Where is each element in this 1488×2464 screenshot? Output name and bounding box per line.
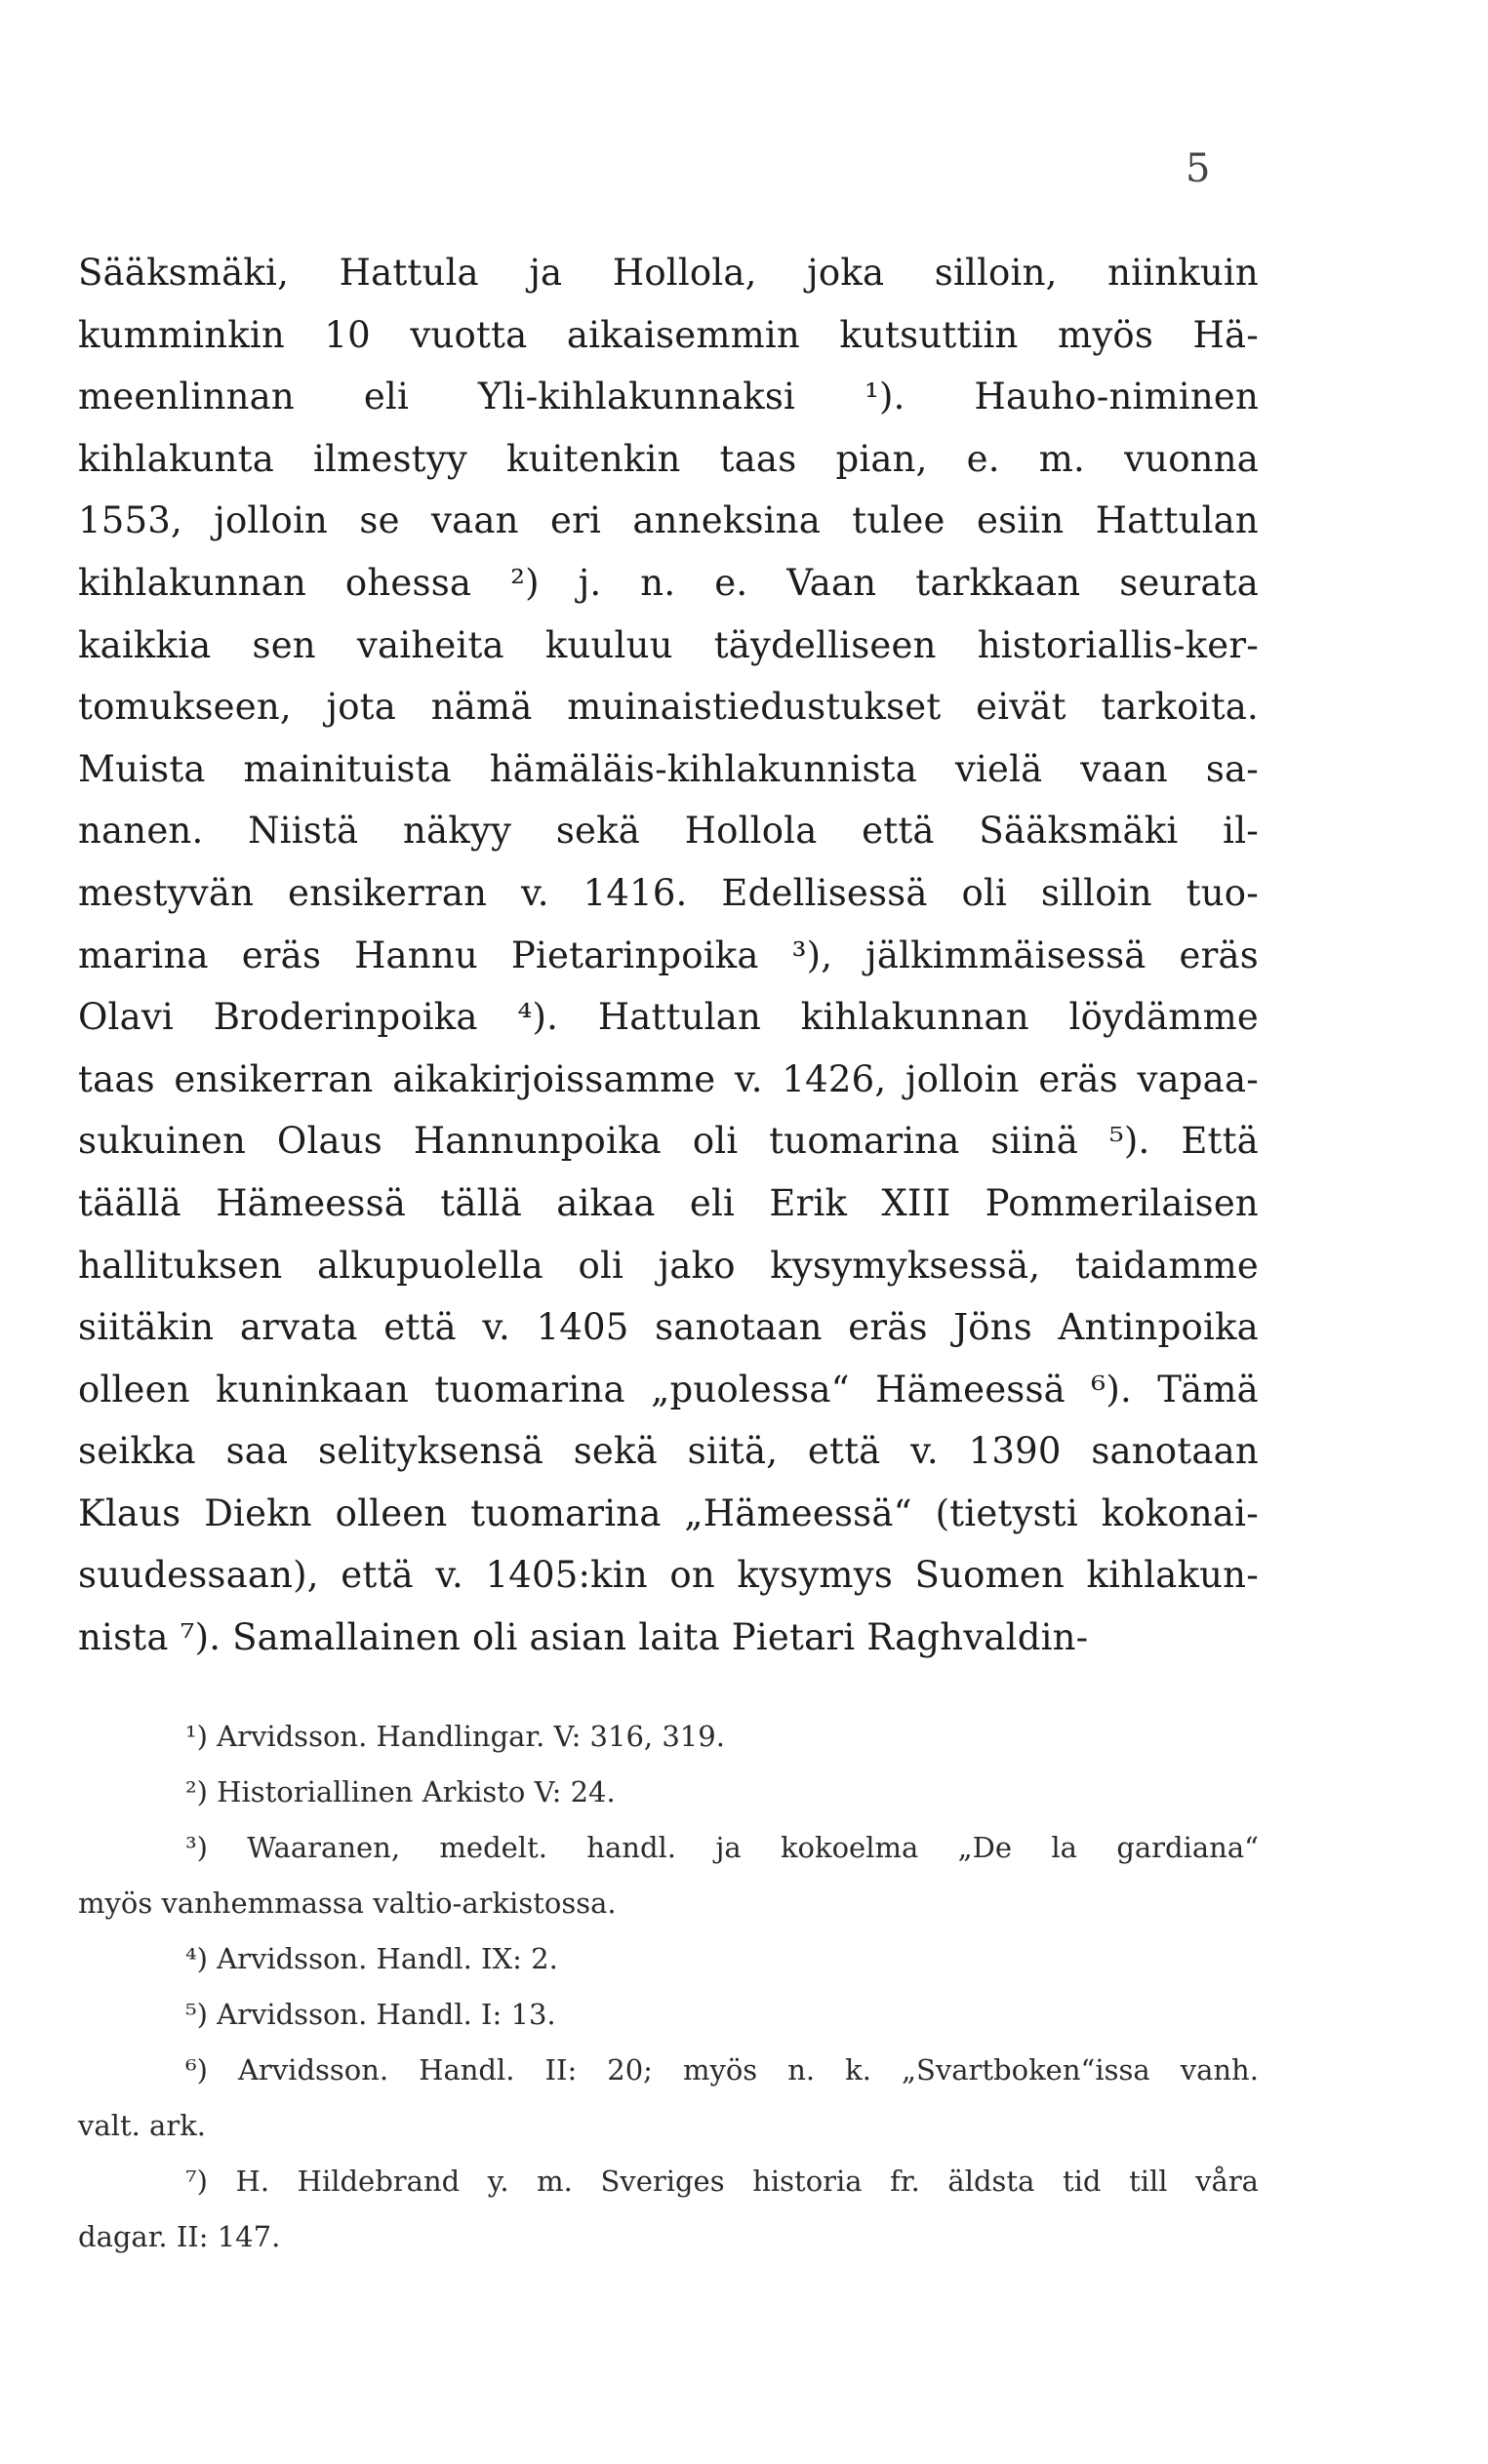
page-number: 5 [1186, 146, 1211, 191]
body-line: tomukseen, jota nämä muinaistiedustukset eivät tarkoita. [78, 686, 1259, 729]
body-line: Muista mainituista hämäläis-kihlakunnista vielä vaan sa- [78, 747, 1259, 790]
body-line: kihlakunta ilmestyy kuitenkin taas pian, e. m. vuonna [78, 437, 1259, 480]
footnote-7: ⁷) H. Hildebrand y. m. Sveriges historia fr. äldsta tid till våra [185, 2165, 1259, 2198]
body-line: kumminkin 10 vuotta aikaisemmin kutsuttiin myös Hä- [78, 313, 1259, 356]
body-line: nista ⁷). Samallainen oli asian laita Pietari Raghvaldin- [78, 1616, 1089, 1659]
body-line: Klaus Diekn olleen tuomarina „Hämeessä“ (tietysti kokonai- [78, 1491, 1259, 1534]
body-line: täällä Hämeessä tällä aikaa eli Erik XIII Pommerilaisen [78, 1181, 1259, 1224]
footnote-6-continued: valt. ark. [78, 2109, 206, 2142]
body-line: taas ensikerran aikakirjoissamme v. 1426, jolloin eräs vapaa- [78, 1057, 1259, 1100]
body-line: mestyvän ensikerran v. 1416. Edellisessä oli silloin tuo- [78, 871, 1259, 914]
body-line: suudessaan), että v. 1405:kin on kysymys Suomen kihlakun- [78, 1554, 1259, 1597]
body-line: kaikkia sen vaiheita kuuluu täydelliseen historiallis-ker- [78, 623, 1259, 666]
footnote-6: ⁶) Arvidsson. Handl. II: 20; myös n. k. „Svartboken“issa vanh. [185, 2053, 1259, 2086]
footnote-4: ⁴) Arvidsson. Handl. IX: 2. [185, 1942, 558, 1975]
footnote-3: ³) Waaranen, medelt. handl. ja kokoelma „De la gardiana“ [185, 1831, 1259, 1864]
body-line: seikka saa selityksensä sekä siitä, että v. 1390 sanotaan [78, 1430, 1259, 1473]
body-line: nanen. Niistä näkyy sekä Hollola että Sääksmäki il- [78, 810, 1259, 853]
body-line: olleen kuninkaan tuomarina „puolessa“ Hämeessä ⁶). Tämä [78, 1368, 1259, 1411]
body-line: 1553, jolloin se vaan eri anneksina tulee esiin Hattulan [78, 499, 1259, 542]
body-line: sukuinen Olaus Hannunpoika oli tuomarina siinä ⁵). Että [78, 1120, 1259, 1163]
body-text [78, 242, 1259, 1669]
body-line: Sääksmäki, Hattula ja Hollola, joka silloin, niinkuin [78, 252, 1259, 294]
footnotes [78, 1709, 1259, 2265]
body-line: Olavi Broderinpoika ⁴). Hattulan kihlakunnan löydämme [78, 996, 1259, 1039]
body-line: marina eräs Hannu Pietarinpoika ³), jälkimmäisessä eräs [78, 934, 1259, 976]
footnote-3-continued: myös vanhemmassa valtio-arkistossa. [78, 1887, 617, 1920]
body-line: hallituksen alkupuolella oli jako kysymyksessä, taidamme [78, 1244, 1259, 1287]
footnote-7-continued: dagar. II: 147. [78, 2220, 281, 2253]
footnote-1: ¹) Arvidsson. Handlingar. V: 316, 319. [185, 1720, 725, 1753]
footnote-2: ²) Historiallinen Arkisto V: 24. [185, 1775, 616, 1808]
body-line: meenlinnan eli Yli-kihlakunnaksi ¹). Hauho-niminen [78, 376, 1259, 418]
body-line: siitäkin arvata että v. 1405 sanotaan eräs Jöns Antinpoika [78, 1306, 1259, 1349]
footnote-5: ⁵) Arvidsson. Handl. I: 13. [185, 1998, 556, 2031]
body-line: kihlakunnan ohessa ²) j. n. e. Vaan tarkkaan seurata [78, 561, 1259, 604]
